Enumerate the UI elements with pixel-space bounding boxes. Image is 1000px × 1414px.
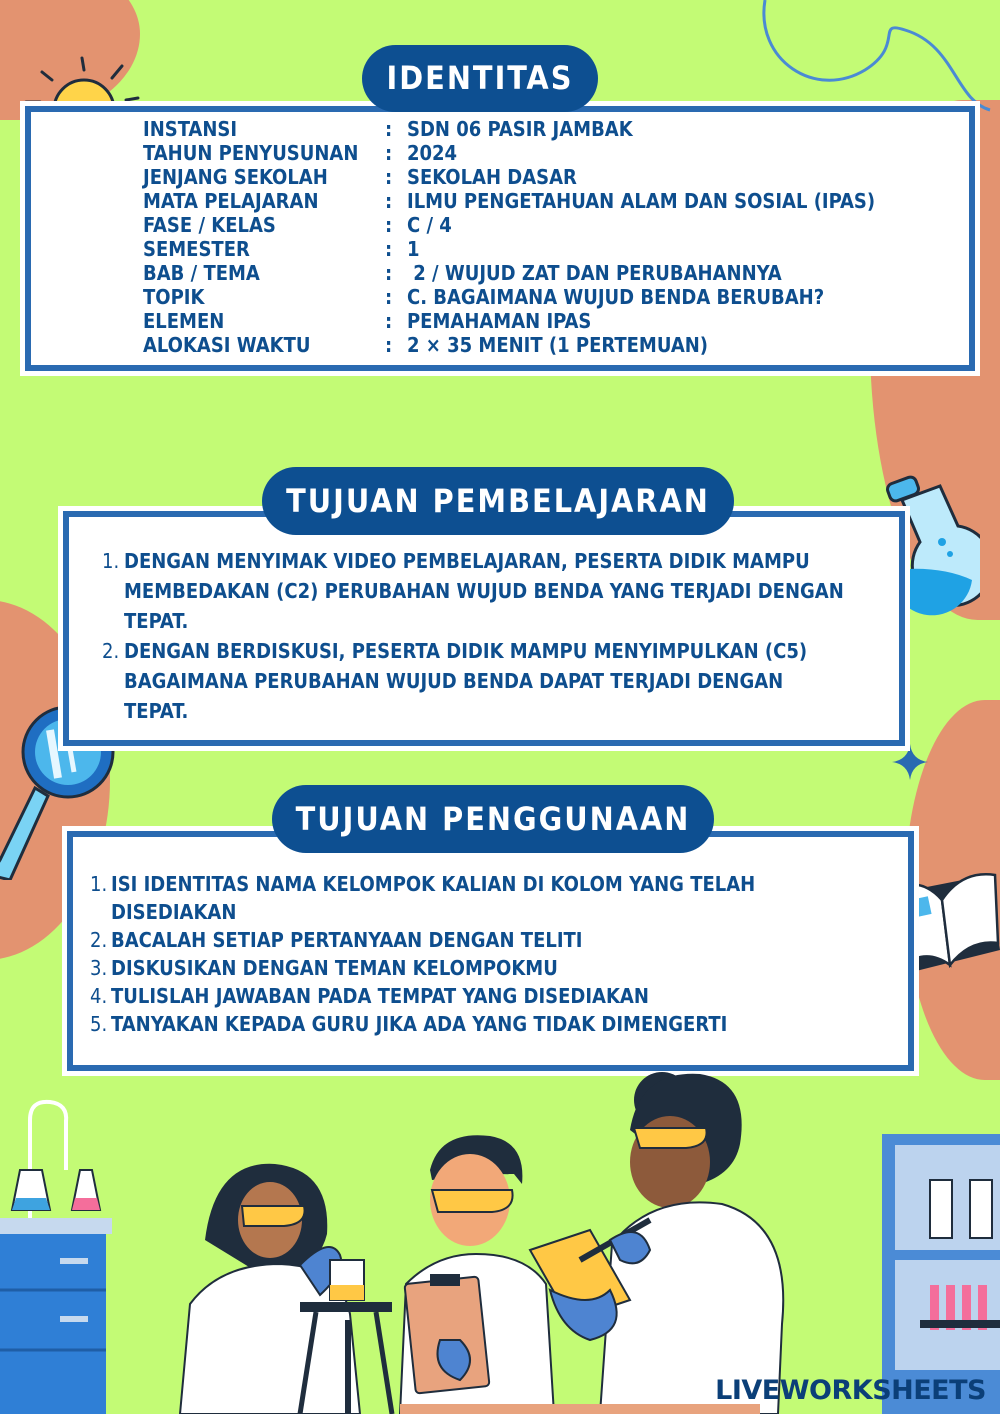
list-item xyxy=(102,636,892,726)
identitas-value: C / 4 xyxy=(407,213,452,237)
list-item-number: 1. xyxy=(102,549,120,573)
identitas-value: 2 × 35 MENIT (1 PERTEMUAN) xyxy=(407,333,709,357)
identitas-value: SDN 06 PASIR JAMBAK xyxy=(407,117,633,141)
identitas-colon: : xyxy=(385,141,393,165)
curly-line-decor xyxy=(755,0,1000,120)
identitas-value: 2 / WUJUD ZAT DAN PERUBAHANNYA xyxy=(407,261,782,285)
identitas-colon: : xyxy=(385,117,393,141)
identitas-value: 1 xyxy=(407,237,420,261)
tujuan-penggunaan-title: TUJUAN PENGGUNAAN xyxy=(272,785,714,853)
identitas-value: C. BAGAIMANA WUJUD BENDA BERUBAH? xyxy=(407,285,825,309)
scientist-woman xyxy=(530,1072,783,1414)
tujuan-pembelajaran-title: TUJUAN PEMBELAJARAN xyxy=(262,467,734,535)
list-item-line: BACALAH SETIAP PERTANYAAN DENGAN TELITI xyxy=(111,928,583,952)
tujuan-penggunaan-list xyxy=(90,870,890,1038)
identitas-colon: : xyxy=(385,213,393,237)
identitas-key: JENJANG SEKOLAH xyxy=(143,165,328,189)
identitas-key: TOPIK xyxy=(143,285,205,309)
identitas-colon: : xyxy=(385,165,393,189)
liveworksheets-brand: LIVEWORKSHEETS xyxy=(715,1375,986,1406)
list-item xyxy=(90,1010,890,1038)
identitas-value: PEMAHAMAN IPAS xyxy=(407,309,592,333)
sparkle-icon xyxy=(892,744,928,780)
identitas-colon: : xyxy=(385,237,393,261)
list-item-line: DENGAN MENYIMAK VIDEO PEMBELAJARAN, PESERTA DIDIK MAMPU xyxy=(124,549,810,573)
identitas-value: ILMU PENGETAHUAN ALAM DAN SOSIAL (IPAS) xyxy=(407,189,876,213)
identitas-key: FASE / KELAS xyxy=(143,213,276,237)
lab-cabinet-right xyxy=(882,1134,1000,1414)
list-item-line: TULISLAH JAWABAN PADA TEMPAT YANG DISEDIAKAN xyxy=(111,984,649,1008)
identitas-value: SEKOLAH DASAR xyxy=(407,165,577,189)
list-item-number: 2. xyxy=(102,639,120,663)
list-item xyxy=(90,926,890,954)
list-item xyxy=(90,982,890,1010)
list-item xyxy=(90,870,890,926)
identitas-key: ELEMEN xyxy=(143,309,225,333)
list-item-number: 4. xyxy=(90,984,108,1008)
identitas-key: MATA PELAJARAN xyxy=(143,189,319,213)
identitas-key: BAB / TEMA xyxy=(143,261,260,285)
identitas-colon: : xyxy=(385,261,393,285)
identitas-key: ALOKASI WAKTU xyxy=(143,333,311,357)
list-item-line: DISKUSIKAN DENGAN TEMAN KELOMPOKMU xyxy=(111,956,558,980)
identitas-key: TAHUN PENYUSUNAN xyxy=(143,141,359,165)
identitas-value: 2024 xyxy=(407,141,458,165)
list-item-line: TANYAKAN KEPADA GURU JIKA ADA YANG TIDAK DIMENGERTI xyxy=(111,1012,728,1036)
liveworksheets-logo xyxy=(715,1375,986,1406)
identitas-colon: : xyxy=(385,189,393,213)
list-item-line: MEMBEDAKAN (C2) PERUBAHAN WUJUD BENDA YANG TERJADI DENGAN xyxy=(124,579,844,603)
list-item-line: ISI IDENTITAS NAMA KELOMPOK KALIAN DI KOLOM YANG TELAH xyxy=(111,872,756,896)
identitas-colon: : xyxy=(385,285,393,309)
identitas-key: SEMESTER xyxy=(143,237,250,261)
list-item-line: DENGAN BERDISKUSI, PESERTA DIDIK MAMPU MENYIMPULKAN (C5) xyxy=(124,639,808,663)
list-item-line: TEPAT. xyxy=(124,609,189,633)
identitas-colon: : xyxy=(385,309,393,333)
identitas-key: INSTANSI xyxy=(143,117,238,141)
lab-scene-illustration xyxy=(0,1070,1000,1414)
list-item-line: DISEDIAKAN xyxy=(111,900,237,924)
tujuan-pembelajaran-list xyxy=(102,546,892,726)
list-item-line: BAGAIMANA PERUBAHAN WUJUD BENDA DAPAT TERJADI DENGAN xyxy=(124,669,784,693)
lab-equipment-left xyxy=(0,1102,112,1414)
identitas-colon: : xyxy=(385,333,393,357)
list-item-line: TEPAT. xyxy=(124,699,189,723)
list-item xyxy=(90,954,890,982)
list-item-number: 3. xyxy=(90,956,108,980)
list-item xyxy=(102,546,892,636)
identitas-title: IDENTITAS xyxy=(362,45,598,112)
scientist-boy xyxy=(400,1135,554,1414)
list-item-number: 5. xyxy=(90,1012,108,1036)
list-item-number: 2. xyxy=(90,928,108,952)
list-item-number: 1. xyxy=(90,872,108,896)
